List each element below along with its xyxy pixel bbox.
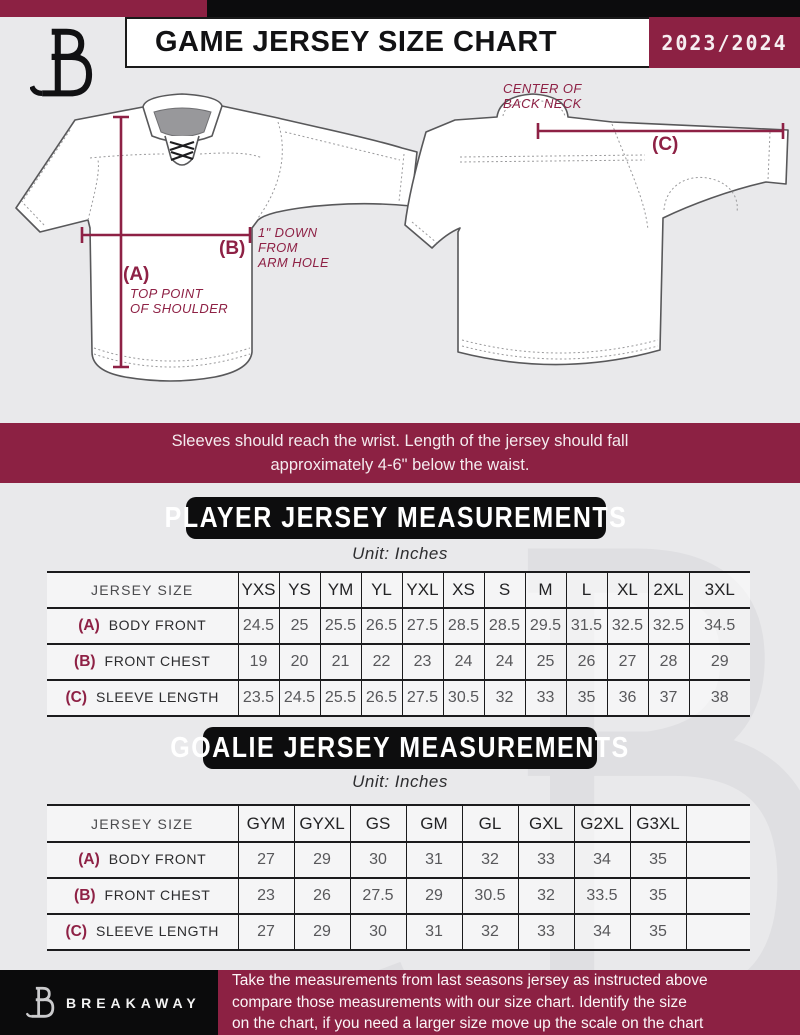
marker-c: (C) — [652, 134, 679, 155]
size-value-cell: 25 — [525, 644, 566, 680]
fit-note-banner — [0, 423, 800, 483]
size-value-cell: 24 — [443, 644, 484, 680]
table-row-front-chest — [47, 878, 750, 914]
size-column-header: GYXL — [294, 805, 350, 842]
size-value-cell: 19 — [238, 644, 279, 680]
size-value-cell: 27 — [607, 644, 648, 680]
empty-cell — [686, 914, 750, 950]
front-jersey-diagram — [16, 94, 417, 381]
table-row-body-front — [47, 842, 750, 878]
size-value-cell: 34 — [574, 842, 630, 878]
player-size-table — [47, 571, 750, 717]
size-value-cell: 27 — [238, 842, 294, 878]
size-column-header: GXL — [518, 805, 574, 842]
table-header-row — [47, 572, 750, 608]
footer-line-2: compare those measurements with our size chart. Identify the size — [232, 993, 687, 1011]
size-value-cell: 35 — [630, 914, 686, 950]
fit-note-line-1: Sleeves should reach the wrist. Length of the jersey should fall — [171, 432, 629, 450]
table-row-sleeve-length — [47, 914, 750, 950]
row-label-cell: (A) BODY FRONT — [78, 617, 207, 634]
size-value-cell: 26.5 — [361, 680, 402, 716]
size-value-cell: 27.5 — [402, 680, 443, 716]
size-value-cell: 32 — [462, 842, 518, 878]
size-value-cell: 23.5 — [238, 680, 279, 716]
size-header-cell: JERSEY SIZE — [91, 815, 194, 832]
top-accent-bar-maroon — [0, 0, 207, 17]
footer-logo-icon — [26, 985, 56, 1020]
size-value-cell: 27.5 — [350, 878, 406, 914]
size-value-cell: 32 — [462, 914, 518, 950]
size-column-header: YS — [279, 572, 320, 608]
size-column-header: XS — [443, 572, 484, 608]
empty-cell — [686, 878, 750, 914]
size-value-cell: 25 — [279, 608, 320, 644]
size-column-header: M — [525, 572, 566, 608]
size-column-header: L — [566, 572, 607, 608]
size-value-cell: 24.5 — [279, 680, 320, 716]
size-value-cell: 27.5 — [402, 608, 443, 644]
size-value-cell: 23 — [402, 644, 443, 680]
size-value-cell: 28.5 — [484, 608, 525, 644]
back-jersey-diagram — [405, 94, 788, 365]
size-value-cell: 32.5 — [648, 608, 689, 644]
table-row-front-chest — [47, 644, 750, 680]
size-column-header: S — [484, 572, 525, 608]
size-value-cell: 32.5 — [607, 608, 648, 644]
size-value-cell: 38 — [689, 680, 750, 716]
size-value-cell: 21 — [320, 644, 361, 680]
fit-note-line-2: approximately 4-6" below the waist. — [270, 456, 530, 474]
size-value-cell: 20 — [279, 644, 320, 680]
size-column-header: G2XL — [574, 805, 630, 842]
size-value-cell: 36 — [607, 680, 648, 716]
size-value-cell: 35 — [630, 878, 686, 914]
size-value-cell: 26 — [566, 644, 607, 680]
season-text: 2023/2024 — [661, 30, 788, 55]
footer-line-3: on the chart, if you need a larger size move up the scale on the chart — [232, 1015, 704, 1033]
table-row-body-front — [47, 608, 750, 644]
title-box — [125, 17, 649, 68]
size-value-cell: 29 — [294, 914, 350, 950]
size-value-cell: 35 — [566, 680, 607, 716]
size-value-cell: 22 — [361, 644, 402, 680]
size-value-cell: 28.5 — [443, 608, 484, 644]
size-value-cell: 29 — [406, 878, 462, 914]
size-value-cell: 29 — [689, 644, 750, 680]
size-value-cell: 24.5 — [238, 608, 279, 644]
marker-b: (B) — [219, 238, 246, 259]
marker-a: (A) — [123, 264, 150, 285]
size-column-header: YL — [361, 572, 402, 608]
size-value-cell: 30 — [350, 914, 406, 950]
empty-cell — [686, 805, 750, 842]
top-accent-bar-black — [207, 0, 800, 17]
size-value-cell: 32 — [484, 680, 525, 716]
size-value-cell: 25.5 — [320, 680, 361, 716]
size-column-header: GL — [462, 805, 518, 842]
size-value-cell: 33 — [518, 914, 574, 950]
size-column-header: 2XL — [648, 572, 689, 608]
size-value-cell: 28 — [648, 644, 689, 680]
size-value-cell: 37 — [648, 680, 689, 716]
size-value-cell: 26.5 — [361, 608, 402, 644]
size-value-cell: 24 — [484, 644, 525, 680]
size-value-cell: 25.5 — [320, 608, 361, 644]
row-label-cell: (A) BODY FRONT — [78, 851, 207, 868]
row-label-cell: (B) FRONT CHEST — [74, 653, 211, 670]
size-value-cell: 34.5 — [689, 608, 750, 644]
size-column-header: YXS — [238, 572, 279, 608]
goalie-unit-label: Unit: Inches — [352, 772, 448, 791]
armhole-label: 1" DOWN FROM ARM HOLE — [258, 225, 330, 270]
table-header-row — [47, 805, 750, 842]
size-column-header: GM — [406, 805, 462, 842]
footer-line-1: Take the measurements from last seasons jersey as instructed above — [232, 972, 708, 990]
size-column-header: XL — [607, 572, 648, 608]
empty-cell — [686, 842, 750, 878]
back-neck-label: CENTER OF BACK NECK — [503, 81, 582, 111]
player-unit-label: Unit: Inches — [352, 544, 448, 563]
goalie-section-heading: GOALIE JERSEY MEASUREMENTS — [203, 727, 597, 769]
size-value-cell: 30 — [350, 842, 406, 878]
size-value-cell: 34 — [574, 914, 630, 950]
size-value-cell: 23 — [238, 878, 294, 914]
size-value-cell: 32 — [518, 878, 574, 914]
size-column-header: G3XL — [630, 805, 686, 842]
footer-logo-box — [0, 970, 218, 1035]
size-column-header: 3XL — [689, 572, 750, 608]
size-value-cell: 33 — [525, 680, 566, 716]
size-column-header: GYM — [238, 805, 294, 842]
table-row-sleeve-length — [47, 680, 750, 716]
row-label-cell: (C) SLEEVE LENGTH — [65, 923, 219, 940]
size-value-cell: 33 — [518, 842, 574, 878]
size-value-cell: 29.5 — [525, 608, 566, 644]
size-value-cell: 26 — [294, 878, 350, 914]
jersey-diagrams — [0, 80, 800, 420]
row-label-cell: (C) SLEEVE LENGTH — [65, 689, 219, 706]
footer-brand-text: BREAKAWAY — [66, 994, 201, 1011]
size-value-cell: 29 — [294, 842, 350, 878]
size-value-cell: 31.5 — [566, 608, 607, 644]
shoulder-label: TOP POINT OF SHOULDER — [130, 286, 229, 316]
size-value-cell: 30.5 — [443, 680, 484, 716]
size-value-cell: 35 — [630, 842, 686, 878]
player-section-heading: PLAYER JERSEY MEASUREMENTS — [186, 497, 606, 539]
page-title: GAME JERSEY SIZE CHART — [155, 26, 558, 58]
size-column-header: YXL — [402, 572, 443, 608]
season-badge — [649, 17, 800, 68]
size-value-cell: 31 — [406, 842, 462, 878]
row-label-cell: (B) FRONT CHEST — [74, 887, 211, 904]
size-column-header: YM — [320, 572, 361, 608]
size-value-cell: 31 — [406, 914, 462, 950]
size-value-cell: 33.5 — [574, 878, 630, 914]
goalie-size-table — [47, 804, 750, 951]
size-value-cell: 27 — [238, 914, 294, 950]
size-column-header: GS — [350, 805, 406, 842]
size-header-cell: JERSEY SIZE — [91, 582, 194, 598]
size-value-cell: 30.5 — [462, 878, 518, 914]
footer-note — [218, 970, 800, 1035]
